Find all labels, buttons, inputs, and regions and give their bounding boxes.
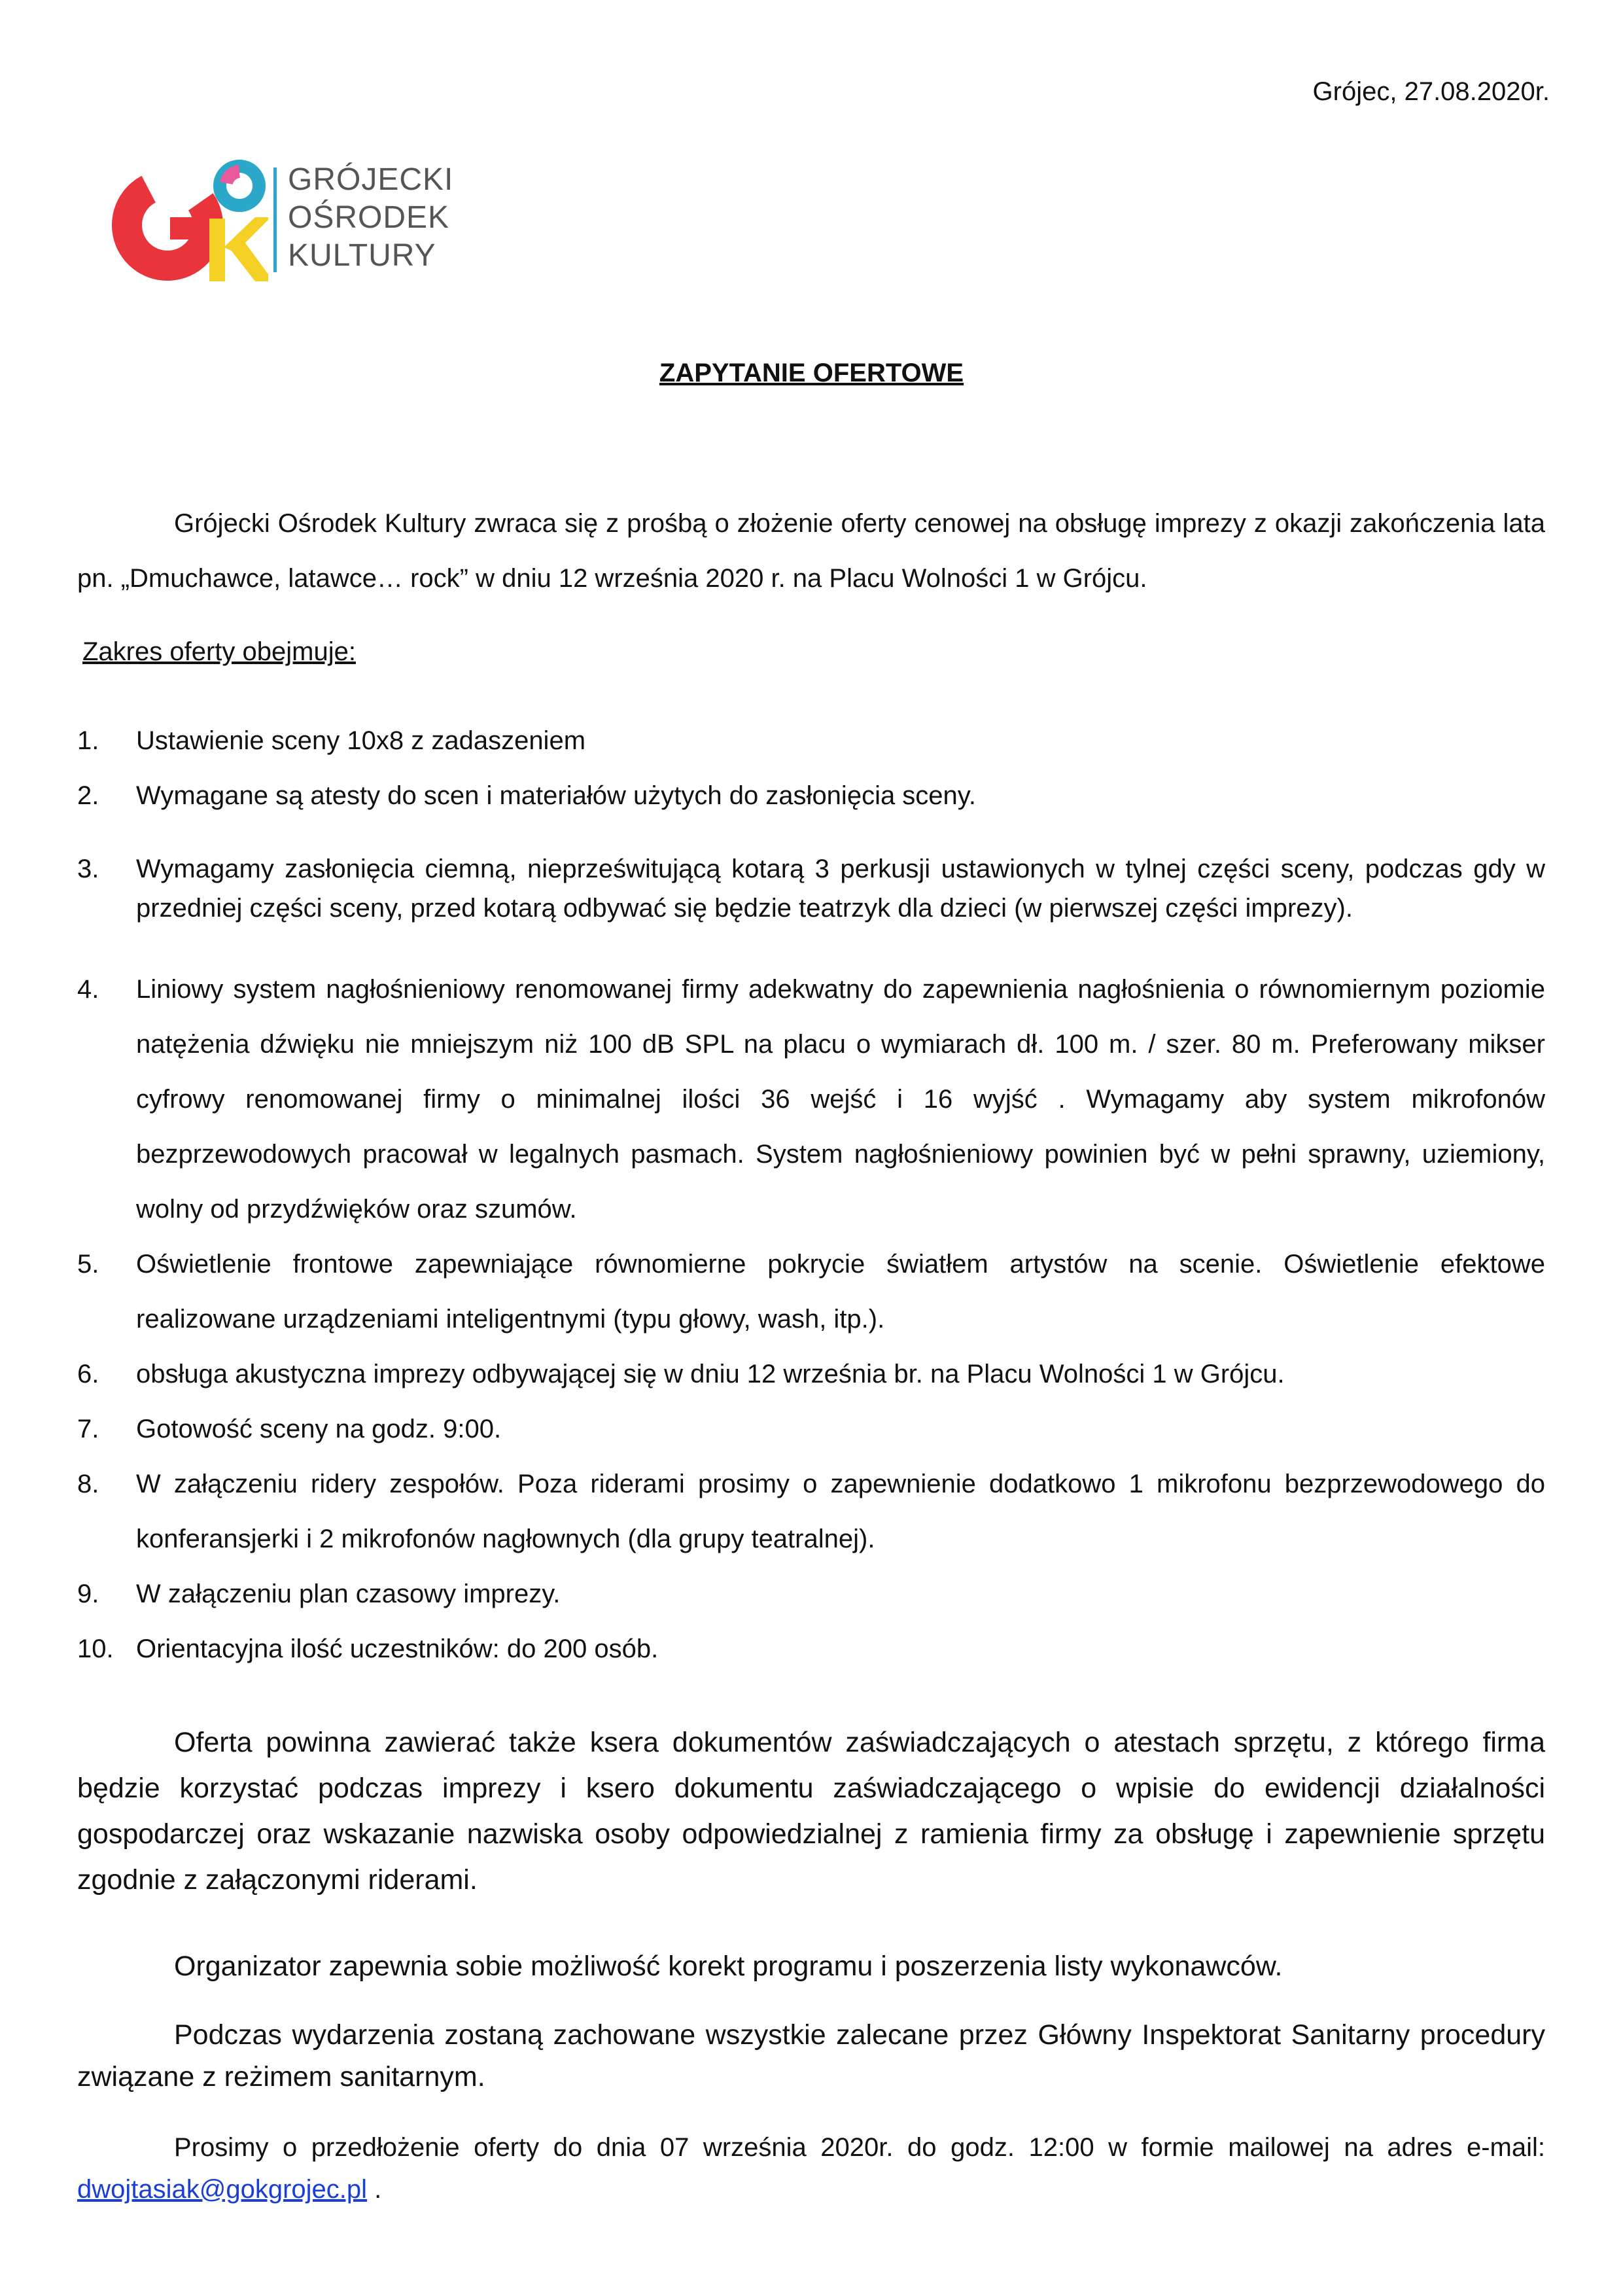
list-item-number: 3.	[77, 855, 99, 883]
offer-requirements-paragraph: Oferta powinna zawierać także ksera dokumentów zaświadczających o atestach sprzętu, z którego firma będzie korzystać podczas imprezy i ksero dokumentu zaświadczającego o wpisie do ewidencji działalności gospodarczej oraz wskazanie nazwiska osoby odpowiedzialnej z ramienia firmy za obsługę i zapewnienie sprzętu zgodnie z załączonymi riderami.	[77, 1727, 1545, 1896]
list-item	[77, 768, 1545, 823]
list-item-text: W załączeniu ridery zespołów. Poza riderami prosimy o zapewnienie dodatkowo 1 mikrofonu bezprzewodowego do konferansjerki i 2 mikrofonów nagłownych (dla grupy teatralnej).	[136, 1470, 1545, 1553]
list-item-number: 6.	[77, 1360, 99, 1388]
email-link[interactable]: dwojtasiak@gokgrojec.pl	[77, 2175, 368, 2204]
gok-logo-mark	[111, 157, 268, 281]
list-item-text: Wymagane są atesty do scen i materiałów użytych do zasłonięcia sceny.	[136, 781, 976, 810]
list-item	[77, 1621, 1545, 1676]
list-item-number: 4.	[77, 975, 99, 1004]
logo-line-3: KULTURY	[288, 238, 436, 273]
list-item-number: 10.	[77, 1634, 114, 1663]
deadline-text: Prosimy o przedłożenie oferty do dnia 07 września 2020r. do godz. 12:00 w formie mailowej na adres e-mail:	[174, 2133, 1545, 2162]
list-item	[77, 1237, 1545, 1347]
list-item-number: 1.	[77, 726, 99, 755]
intro-paragraph: Grójecki Ośrodek Kultury zwraca się z prośbą o złożenie oferty cenowej na obsługę imprezy z okazji zakończenia lata pn. „Dmuchawce, latawce… rock” w dniu 12 września 2020 r. na Placu Wolności 1 w Grójcu.	[77, 509, 1545, 593]
list-item-text: obsługa akustyczna imprezy odbywającej się w dniu 12 września br. na Placu Wolności 1 w Grójcu.	[136, 1360, 1285, 1388]
list-item-text: Orientacyjna ilość uczestników: do 200 osób.	[136, 1634, 659, 1663]
list-item-number: 9.	[77, 1580, 99, 1608]
list-item	[77, 849, 1545, 928]
list-item	[77, 962, 1545, 1237]
list-item-text: Liniowy system nagłośnieniowy renomowanej firmy adekwatny do zapewnienia nagłośnienia o równomiernym poziomie natężenia dźwięku nie mniejszym niż 100 dB SPL na placu o wymiarach dł. 100 m. / szer. 80 m. Preferowany mikser cyfrowy renomowanej firmy o minimalnej ilości 36 wejść i 16 wyjść . Wymagamy aby system mikrofonów bezprzewodowych pracował w legalnych pasmach. System nagłośnieniowy powinien być w pełni sprawny, uziemiony, wolny od przydźwięków oraz szumów.	[136, 975, 1545, 1224]
list-item-number: 2.	[77, 781, 99, 810]
organizer-paragraph: Organizator zapewnia sobie możliwość korekt programu i poszerzenia listy wykonawców.	[174, 1951, 1283, 1982]
list-item-number: 8.	[77, 1470, 99, 1498]
sanitary-paragraph: Podczas wydarzenia zostaną zachowane wszystkie zalecane przez Główny Inspektorat Sanitarny procedury związane z reżimem sanitarnym.	[77, 2019, 1545, 2093]
document-title: ZAPYTANIE OFERTOWE	[659, 359, 964, 387]
list-item	[77, 1457, 1545, 1566]
gok-logo	[111, 157, 454, 281]
deadline-paragraph	[77, 2127, 1545, 2210]
list-item-number: 7.	[77, 1415, 99, 1443]
list-item-text: Wymagamy zasłonięcia ciemną, nieprześwitującą kotarą 3 perkusji ustawionych w tylnej części sceny, podczas gdy w przedniej części sceny, przed kotarą odbywać się będzie teatrzyk dla dzieci (w pierwszej części imprezy).	[136, 855, 1545, 923]
list-item-text: Gotowość sceny na godz. 9:00.	[136, 1415, 502, 1443]
logo-line-1: GRÓJECKI	[288, 162, 454, 197]
list-item	[77, 713, 1545, 768]
list-item-text: Ustawienie sceny 10x8 z zadaszeniem	[136, 726, 586, 755]
logo-line-2: OŚRODEK	[288, 200, 450, 235]
logo-divider	[273, 168, 277, 272]
logo-wordmark	[288, 161, 458, 275]
list-item-text: W załączeniu plan czasowy imprezy.	[136, 1580, 561, 1608]
list-item-number: 5.	[77, 1250, 99, 1279]
deadline-end: .	[367, 2175, 382, 2204]
scope-list	[77, 713, 1545, 1676]
list-item	[77, 1402, 1545, 1457]
list-item	[77, 1566, 1545, 1621]
place-date: Grójec, 27.08.2020r.	[1312, 77, 1550, 106]
list-item-text: Oświetlenie frontowe zapewniające równomierne pokrycie światłem artystów na scenie. Oświetlenie efektowe realizowane urządzeniami inteligentnymi (typu głowy, wash, itp.).	[136, 1250, 1545, 1333]
scope-heading: Zakres oferty obejmuje:	[82, 637, 356, 666]
list-item	[77, 1347, 1545, 1402]
